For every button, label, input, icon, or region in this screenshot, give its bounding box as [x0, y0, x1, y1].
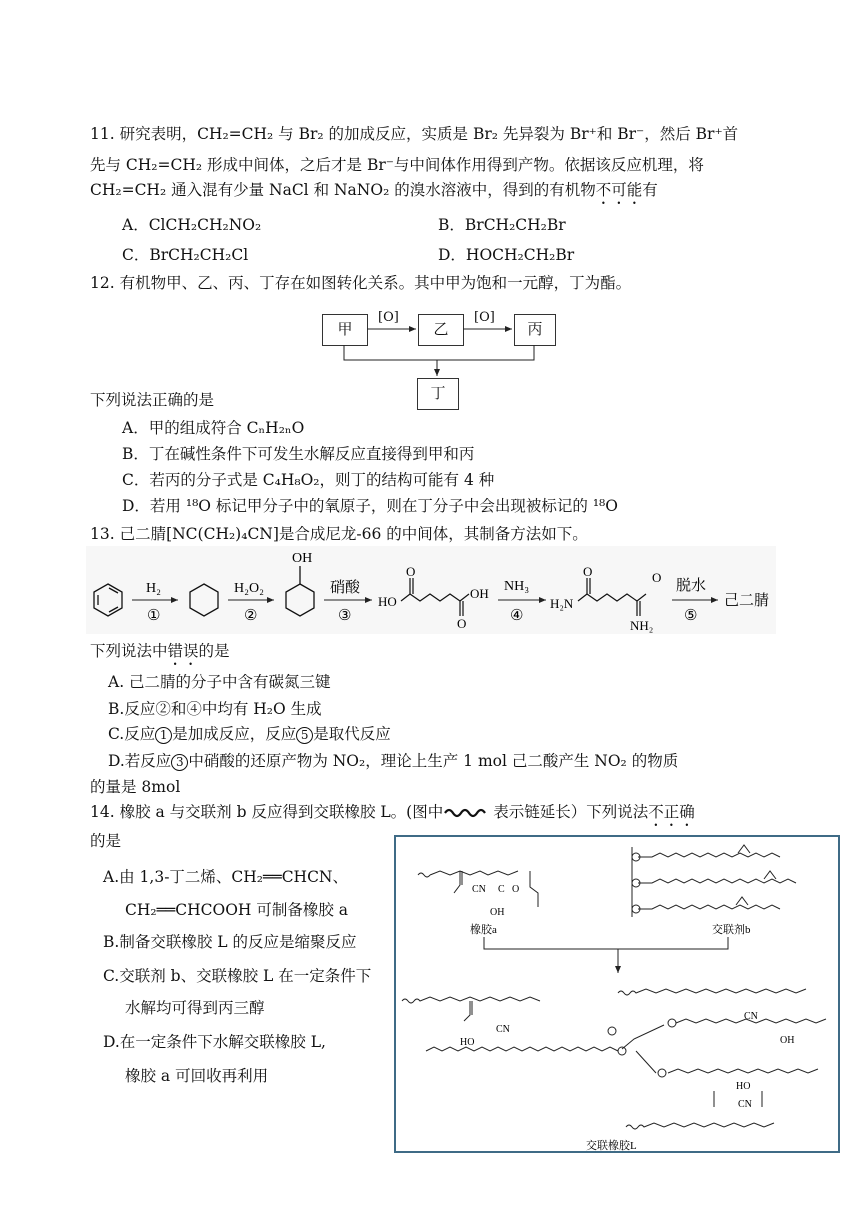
carbonyl-o-1: O — [406, 564, 416, 579]
box-yi: 乙 — [418, 314, 464, 346]
q12-option-d: D．若用 ¹⁸O 标记甲分子中的氧原子，则在丁分子中会出现被标记的 ¹⁸O — [122, 497, 618, 515]
ho-label: HO — [736, 1081, 751, 1092]
step-3: ③ — [338, 608, 352, 624]
q14-figure — [394, 835, 840, 1153]
o-label: O — [512, 884, 520, 895]
q14-option-a-line2: CH₂══CHCOOH 可制备橡胶 a — [125, 901, 349, 919]
q12-stem: 12. 有机物甲、乙、丙、丁存在如图转化关系。其中甲为饱和一元醇，丁为酯。 — [90, 274, 632, 292]
box-bing: 丙 — [514, 314, 556, 346]
box-jia: 甲 — [322, 314, 368, 346]
circled-number: 3 — [171, 754, 188, 771]
q13-option-d-line2: 的量是 8mol — [90, 778, 181, 796]
reagent-h2o2: H₂O₂ — [234, 581, 264, 596]
q11-option-a: A．ClCH₂CH₂NO₂ — [122, 216, 262, 234]
emphasis-text: 不可能 — [595, 181, 643, 199]
rubber-crosslink-diagram — [396, 837, 838, 1151]
q14-option-c-line2: 水解均可得到丙三醇 — [125, 999, 265, 1017]
carbonyl-o-2: O — [457, 616, 467, 631]
reagent-dehydration: 脱水 — [676, 578, 707, 594]
q11-line3: CH₂=CH₂ 通入混有少量 NaCl 和 NaNO₂ 的溴水溶液中，得到的有机物不可能有 — [90, 181, 658, 199]
q14-stem: 14. 橡胶 a 与交联剂 b 反应得到交联橡胶 L。(图中 表示链延长）下列说法不正确 — [90, 803, 695, 821]
ho-label: HO — [378, 594, 397, 609]
cn-label: CN — [738, 1099, 752, 1110]
q13-option-a: A. 己二腈的分子中含有碳氮三键 — [108, 673, 331, 691]
emphasis-text: 错误 — [167, 642, 199, 660]
oh-label: OH — [780, 1035, 795, 1046]
emphasis-text: 不正确 — [648, 803, 695, 821]
flow-arrows — [0, 0, 860, 420]
oh-label: OH — [292, 551, 313, 566]
oh-label-2: OH — [470, 586, 489, 601]
q13-stem: 13. 己二腈[NC(CH₂)₄CN]是合成尼龙-66 的中间体，其制备方法如下。 — [90, 525, 588, 543]
label-crosslinker-b: 交联剂b — [712, 924, 751, 936]
q11-option-c: C．BrCH₂CH₂Cl — [122, 246, 249, 264]
q14-option-d-line2: 橡胶 a 可回收再利用 — [125, 1067, 269, 1085]
q11-line1: 11. 研究表明，CH₂=CH₂ 与 Br₂ 的加成反应，实质是 Br₂ 先异裂为 Br⁺和 Br⁻，然后 Br⁺首 — [90, 125, 739, 143]
cn-label: CN — [744, 1011, 758, 1022]
arrow-label-o1: [O] — [378, 310, 399, 325]
step-5: ⑤ — [684, 608, 698, 624]
cn-label: CN — [496, 1024, 510, 1035]
reagent-nitric-acid: 硝酸 — [330, 580, 361, 596]
q13-option-b: B.反应②和④中均有 H₂O 生成 — [108, 700, 322, 718]
c-label: C — [498, 884, 505, 895]
h2n-label: H₂N — [550, 596, 574, 611]
wavy-line-icon — [443, 807, 493, 819]
q11-option-b: B．BrCH₂CH₂Br — [438, 216, 566, 234]
label-rubber-a: 橡胶a — [470, 924, 497, 936]
q13-option-c: C.反应 1 是加成反应，反应 5 是取代反应 — [108, 725, 391, 743]
q12-option-b: B．丁在碱性条件下可发生水解反应直接得到甲和丙 — [122, 445, 475, 463]
reagent-h2: H₂ — [146, 581, 161, 596]
oh-label: OH — [490, 907, 505, 918]
cn-label: CN — [472, 884, 486, 895]
q11-line2: 先与 CH₂=CH₂ 形成中间体，之后才是 Br⁻与中间体作用得到产物。依据该反应机理，将 — [90, 156, 704, 174]
step-2: ② — [244, 608, 258, 624]
step-1: ① — [147, 608, 161, 624]
q14-stem-line2: 的是 — [90, 832, 122, 850]
carbonyl-o-4: O — [652, 570, 662, 585]
q14-option-d: D.在一定条件下水解交联橡胶 L, — [103, 1033, 326, 1051]
label-crosslinked-l: 交联橡胶L — [586, 1140, 637, 1151]
circled-number: 1 — [155, 727, 172, 744]
q14-option-a: A.由 1,3-丁二烯、CH₂══CHCN、 — [103, 868, 348, 886]
arrow-label-o2: [O] — [474, 310, 495, 325]
product-adiponitrile: 己二腈 — [724, 593, 770, 609]
q11-option-d: D．HOCH₂CH₂Br — [438, 246, 575, 264]
q13-option-d: D.若反应 3 中硝酸的还原产物为 NO₂，理论上生产 1 mol 己二酸产生 NO₂ 的物质 — [108, 752, 679, 770]
ho-label: HO — [460, 1037, 475, 1048]
carbonyl-o-3: O — [583, 564, 593, 579]
q14-option-b: B.制备交联橡胶 L 的反应是缩聚反应 — [103, 933, 357, 951]
q14-option-c: C.交联剂 b、交联橡胶 L 在一定条件下 — [103, 967, 372, 985]
step-4: ④ — [510, 608, 524, 624]
box-ding: 丁 — [417, 378, 459, 410]
q12-question: 下列说法正确的是 — [90, 391, 215, 409]
q12-option-c: C．若丙的分子式是 C₄H₈O₂，则丁的结构可能有 4 种 — [122, 471, 495, 489]
q13-question: 下列说法中错误的是 — [90, 642, 230, 660]
q12-option-a: A．甲的组成符合 CₙH₂ₙO — [122, 419, 305, 437]
circled-number: 5 — [296, 727, 313, 744]
reagent-nh3: NH₃ — [504, 579, 530, 594]
q13-reaction-scheme — [86, 546, 776, 634]
nh2-label: NH₂ — [630, 618, 654, 633]
